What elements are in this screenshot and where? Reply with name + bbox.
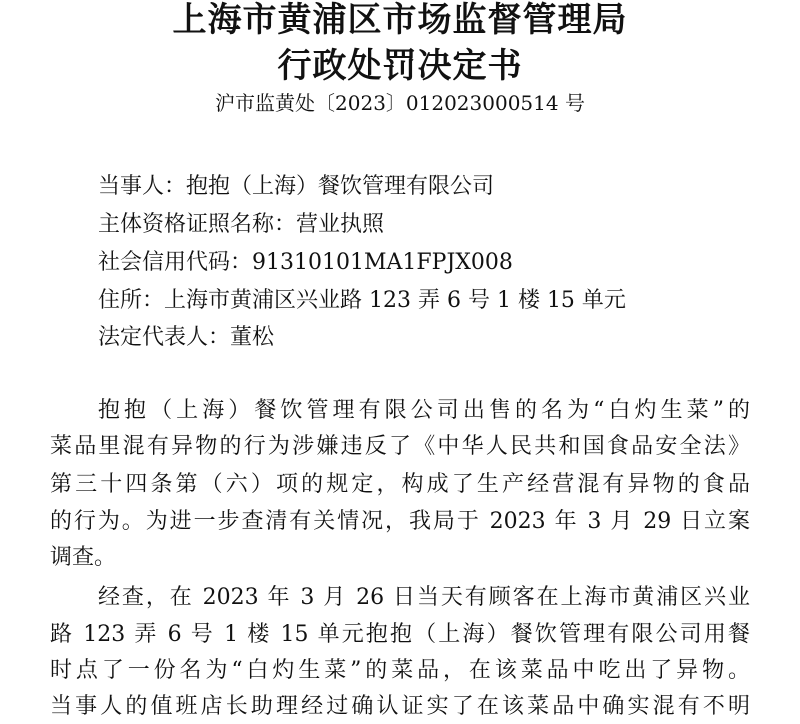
paragraph-1-line-2: 菜品里混有异物的行为涉嫌违反了《中华人民共和国食品安全法》 <box>50 434 750 459</box>
paragraph-1-line-1: 抱抱（上海）餐饮管理有限公司出售的名为“白灼生菜”的 <box>98 398 750 423</box>
paragraph-2-line-2: 路 123 弄 6 号 1 楼 15 单元抱抱（上海）餐饮管理有限公司用餐 <box>50 622 750 647</box>
paragraph-1-line-3: 第三十四条第（六）项的规定，构成了生产经营混有异物的食品 <box>50 472 750 497</box>
document-title-line2: 行政处罚决定书 <box>277 46 523 86</box>
party-name: 当事人：抱抱（上海）餐饮管理有限公司 <box>98 174 495 199</box>
credit-code: 社会信用代码：91310101MA1FPJX008 <box>98 250 513 275</box>
document-number: 沪市监黄处〔2023〕012023000514 号 <box>215 91 585 115</box>
paragraph-2-line-3: 时点了一份名为“白灼生菜”的菜品，在该菜品中吃出了异物。 <box>50 658 750 683</box>
paragraph-2-line-1: 经查，在 2023 年 3 月 26 日当天有顾客在上海市黄浦区兴业 <box>98 585 750 610</box>
paragraph-1-line-4: 的行为。为进一步查清有关情况，我局于 2023 年 3 月 29 日立案 <box>50 509 750 534</box>
paragraph-1-line-5: 调查。 <box>50 545 117 570</box>
document-title-line1: 上海市黄浦区市场监督管理局 <box>172 0 628 40</box>
address: 住所：上海市黄浦区兴业路 123 弄 6 号 1 楼 15 单元 <box>98 288 626 313</box>
license-name: 主体资格证照名称：营业执照 <box>98 212 385 237</box>
paragraph-2-line-4: 当事人的值班店长助理经过确认证实了在该菜品中确实混有不明 <box>50 694 750 719</box>
legal-representative: 法定代表人：董松 <box>98 325 275 350</box>
